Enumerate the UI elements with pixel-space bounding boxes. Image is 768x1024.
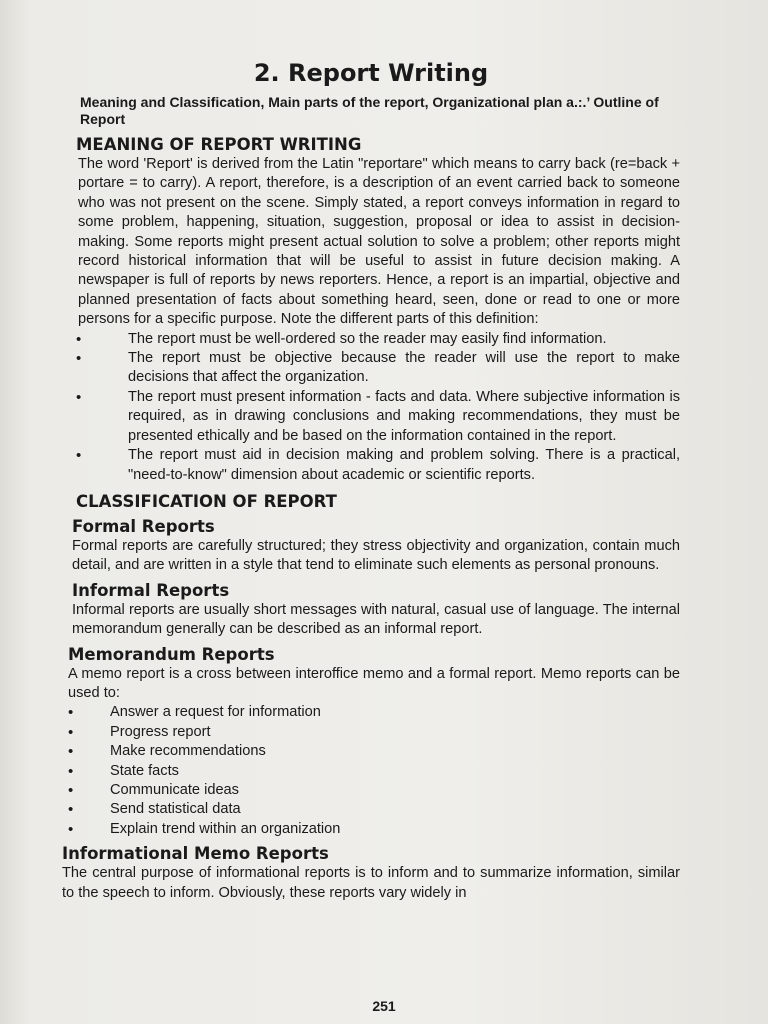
chapter-title: 2. Report Writing — [253, 59, 489, 87]
memorandum-reports-text: A memo report is a cross between interoffice memo and a formal report. Memo reports can be used to: — [68, 665, 680, 701]
list-item: • Progress report — [68, 723, 680, 742]
formal-reports-text: Formal reports are carefully structured; they stress objectivity and organization, contain much detail, and are written in a style that tend to eliminate such elements as personal pronouns. — [72, 537, 680, 574]
list-item: • The report must be objective because the reader will use the report to make decisions that affect the organization. — [76, 349, 680, 388]
list-item: • State facts — [68, 762, 680, 781]
informational-memo-heading: Informational Memo Reports — [62, 844, 329, 864]
list-item: • Make recommendations — [68, 742, 680, 761]
meaning-heading: MEANING OF REPORT WRITING — [76, 135, 362, 154]
page-number: 251 — [372, 998, 396, 1014]
informal-reports-text: Informal reports are usually short messages with natural, casual use of language. The internal memorandum generally can be described as an informal report. — [72, 601, 680, 638]
list-item: • Answer a request for information — [68, 703, 680, 722]
list-item: • The report must aid in decision making and problem solving. There is a practical, "need-to-know" dimension about academic or scientific reports. — [76, 446, 680, 485]
informal-reports-heading: Informal Reports — [72, 580, 230, 600]
list-item: • The report must be well-ordered so the reader may easily find information. — [76, 330, 680, 349]
classification-heading: CLASSIFICATION OF REPORT — [76, 491, 337, 511]
meaning-paragraph: The word 'Report' is derived from the Latin "reportare" which means to carry back (re=back + portare = to carry). A report, therefore, is a description of an event carried back to someone who was not present on the scene. Simply stated, a report conveys information in regard to some problem, happening, situation, suggestion, proposal or idea to assist in decision-making. Some reports might present actual solution to solve a problem; other reports might record historical information that will be useful to assist in future decision making. A newspaper is full of reports by news reporters. Hence, a report is an impartial, objective and planned presentation of facts about something heard, seen, done or read to one or more persons for a specific purpose. Note the different parts of this definition: — [78, 156, 680, 328]
formal-reports-heading: Formal Reports — [72, 516, 215, 536]
informational-memo-text: The central purpose of informational reports is to inform and to summarize information, similar to the speech to inform. Obviously, these reports vary widely in — [62, 865, 680, 901]
page-content — [62, 58, 680, 903]
meaning-bullet-list — [62, 330, 680, 485]
memo-uses-list — [62, 703, 680, 839]
list-item: • Communicate ideas — [68, 781, 680, 800]
chapter-subtitle: Meaning and Classification, Main parts of the report, Organizational plan a.:.’ Outline of Report — [80, 94, 659, 127]
list-item: • Explain trend within an organization — [68, 820, 680, 839]
list-item: • The report must present information - facts and data. Where subjective information is required, as in drawing conclusions and making recommendations, they must be presented ethically and be based on the information contained in the report. — [76, 388, 680, 446]
list-item: • Send statistical data — [68, 800, 680, 819]
memorandum-reports-heading: Memorandum Reports — [68, 644, 275, 664]
